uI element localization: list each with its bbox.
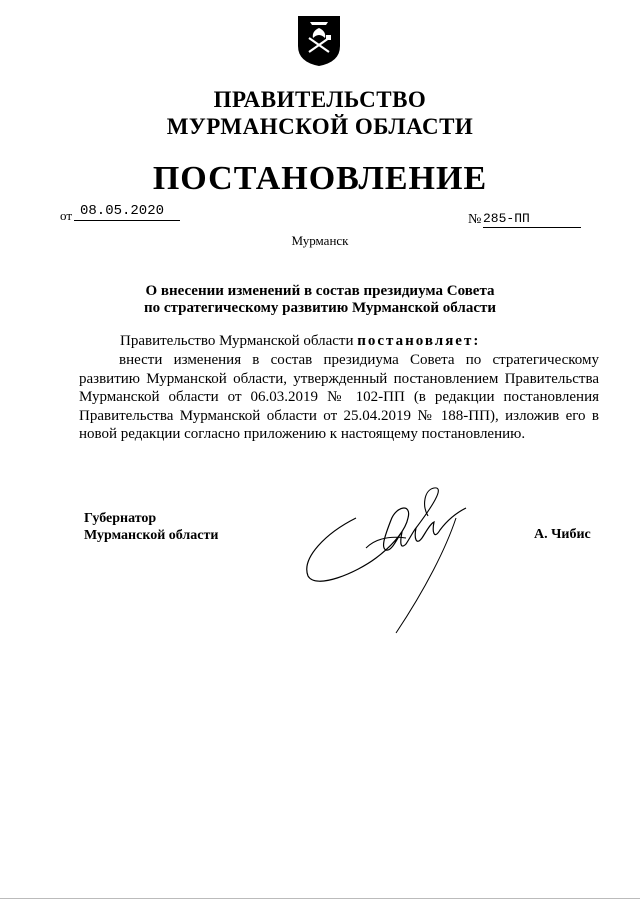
date-prefix: от bbox=[60, 208, 73, 223]
document-place: Мурманск bbox=[291, 233, 349, 248]
document-date: 08.05.2020 bbox=[74, 202, 180, 221]
preamble-keyword: постановляет: bbox=[357, 333, 481, 349]
subject-line2: по стратегическому развитию Мурманской области bbox=[144, 300, 496, 316]
signer-name: А. Чибис bbox=[534, 527, 591, 542]
signer-title bbox=[84, 510, 218, 544]
number-prefix: № bbox=[468, 212, 482, 227]
page-bottom-edge bbox=[0, 898, 640, 899]
document-type-title: ПОСТАНОВЛЕНИЕ bbox=[152, 160, 488, 197]
government-name-line2: МУРМАНСКОЙ ОБЛАСТИ bbox=[166, 114, 474, 139]
coat-of-arms-emblem bbox=[296, 12, 342, 68]
subject-line1: О внесении изменений в состав президиума Совета bbox=[145, 283, 495, 299]
preamble bbox=[120, 333, 480, 350]
resolution-text: внести изменения в состав президиума Совета по стратегическому развитию Мурманской области, утвержденный постановлением Правительства Мурманской области от 06.03.2019 № 102-ПП (в редакции постановления Правительства Мурманской области от 25.04.2019 № 188-ПП), изложив его в новой редакции согласно приложению к настоящему постановлению. bbox=[79, 352, 599, 442]
document-subject bbox=[0, 283, 640, 317]
signer-title-line2: Мурманской области bbox=[84, 528, 219, 543]
handwritten-signature bbox=[296, 478, 496, 638]
document-number: 285-ПП bbox=[483, 210, 581, 228]
preamble-intro: Правительство Мурманской области bbox=[120, 333, 358, 349]
government-name-line1: ПРАВИТЕЛЬСТВО bbox=[213, 87, 427, 112]
signer-title-line1: Губернатор bbox=[84, 511, 157, 526]
